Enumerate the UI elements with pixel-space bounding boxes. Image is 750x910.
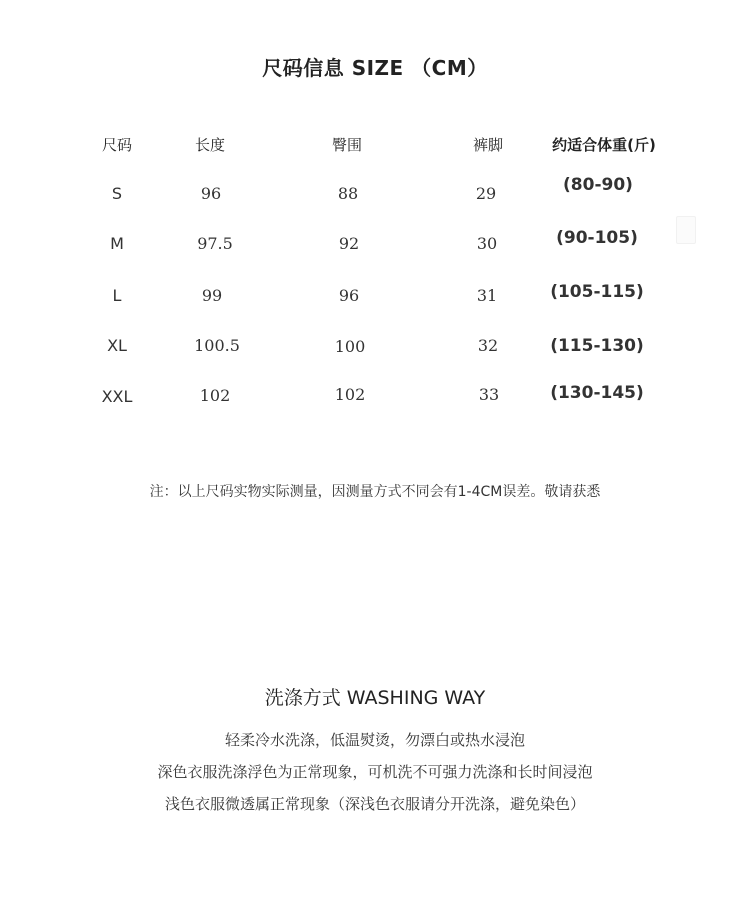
hip-cell-xl: 100	[334, 337, 366, 356]
hem-cell-xxl: 33	[478, 385, 500, 404]
size-cell-l: L	[112, 286, 122, 305]
size-cell-xl: XL	[107, 336, 127, 355]
size-cell-xxl: XXL	[101, 387, 133, 406]
weight-cell-m: (90-105)	[556, 228, 638, 248]
measurement-note: 注：以上尺码实物实际测量，因测量方式不同会有1-4CM误差。敬请获悉	[149, 484, 601, 500]
washing-instruction-3: 浅色衣服微透属正常现象（深浅色衣服请分开洗涤，避免染色）	[164, 795, 585, 813]
header-weight: 约适合体重(斤)	[552, 136, 656, 154]
hip-cell-s: 88	[337, 184, 359, 203]
hem-cell-xl: 32	[477, 336, 499, 355]
washing-instruction-1: 轻柔冷水洗涤，低温熨烫，勿漂白或热水浸泡	[224, 731, 525, 749]
header-length: 长度	[194, 136, 226, 154]
header-size: 尺码	[101, 136, 133, 154]
hem-cell-l: 31	[476, 286, 498, 305]
faint-watermark-mark	[676, 216, 696, 244]
hem-cell-s: 29	[475, 184, 497, 203]
header-hip: 臀围	[331, 136, 363, 154]
hip-cell-l: 96	[338, 286, 360, 305]
hip-cell-xxl: 102	[334, 385, 366, 404]
size-cell-m: M	[110, 234, 124, 253]
header-hem: 裤脚	[472, 136, 504, 154]
weight-cell-l: (105-115)	[550, 282, 644, 302]
length-cell-xxl: 102	[199, 386, 231, 405]
size-info-title: 尺码信息 SIZE （CM）	[262, 56, 488, 80]
weight-cell-xl: (115-130)	[550, 336, 644, 356]
size-cell-s: S	[111, 184, 123, 203]
hip-cell-m: 92	[338, 234, 360, 253]
length-cell-s: 96	[200, 184, 222, 203]
weight-cell-s: (80-90)	[563, 175, 633, 195]
length-cell-l: 99	[201, 286, 223, 305]
length-cell-xl: 100.5	[194, 336, 240, 355]
hem-cell-m: 30	[476, 234, 498, 253]
washing-title: 洗涤方式 WASHING WAY	[264, 687, 486, 709]
washing-instruction-2: 深色衣服洗涤浮色为正常现象，可机洗不可强力洗涤和长时间浸泡	[157, 763, 593, 781]
length-cell-m: 97.5	[197, 234, 233, 253]
weight-cell-xxl: (130-145)	[550, 383, 644, 403]
